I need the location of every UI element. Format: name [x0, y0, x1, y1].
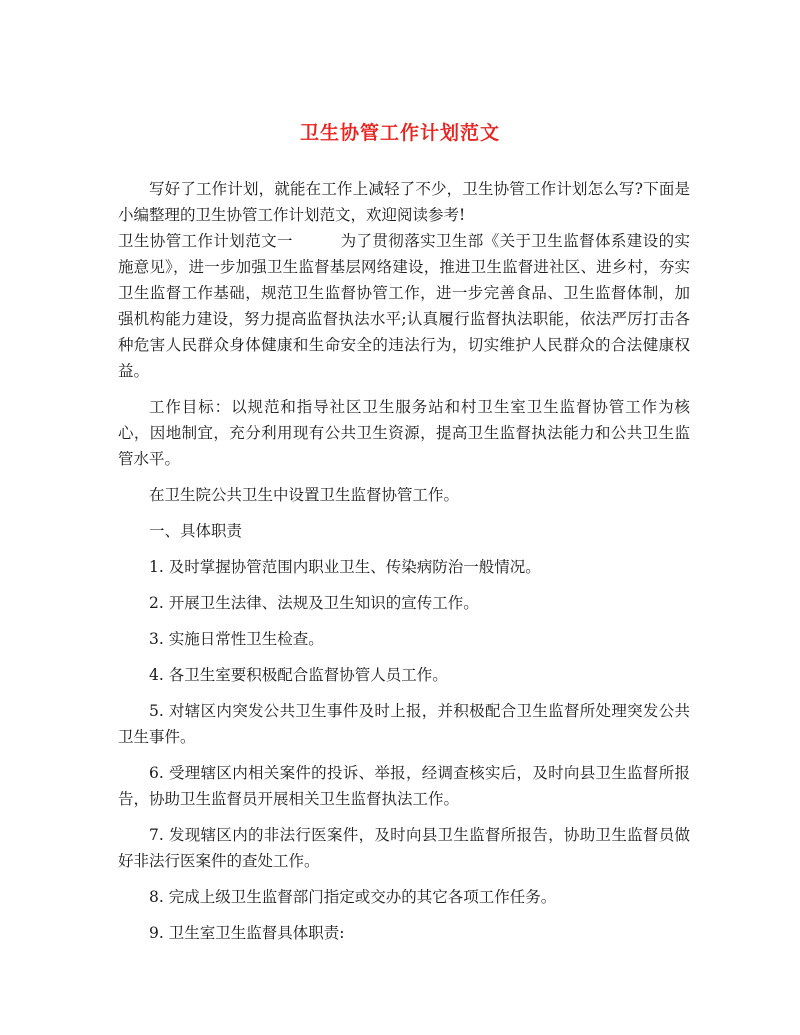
document-title: 卫生协管工作计划范文 [299, 122, 500, 144]
list-item: 7. 发现辖区内的非法行医案件，及时向县卫生监督所报告，协助卫生监督员做好非法行医案件的查处工作。 [118, 826, 690, 870]
list-item: 2. 开展卫生法律、法规及卫生知识的宣传工作。 [149, 594, 479, 612]
list-item: 6. 受理辖区内相关案件的投诉、举报，经调查核实后，及时向县卫生监督所报告，协助卫生监督员开展相关卫生监督执法工作。 [118, 764, 690, 808]
intro-paragraph: 写好了工作计划，就能在工作上减轻了不少，卫生协管工作计划怎么写?下面是小编整理的卫生协管工作计划范文，欢迎阅读参考! [118, 180, 690, 224]
list-item: 8. 完成上级卫生监督部门指定或交办的其它各项工作任务。 [149, 888, 557, 906]
list-item: 1. 及时掌握协管范围内职业卫生、传染病防治一般情况。 [149, 558, 541, 576]
plan-intro-paragraph: 卫生协管工作计划范文一 为了贯彻落实卫生部《关于卫生监督体系建设的实施意见》，进一步加强卫生监督基层网络建设，推进卫生监督进社区、进乡村，夯实卫生监督工作基础，规范卫生监督协管工作，进一步完善食品、卫生监督体制，加强机构能力建设，努力提高监督执法水平;认真履行监督执法职能，依法严厉打击各种危害人民群众身体健康和生命安全的违法行为，切实维护人民群众的合法健康权益。 [118, 232, 690, 380]
list-item: 3. 实施日常性卫生检查。 [149, 630, 324, 648]
section-heading: 一、具体职责 [149, 522, 243, 540]
document-body [118, 176, 690, 946]
list-item: 4. 各卫生室要积极配合监督协管人员工作。 [149, 666, 448, 684]
list-item: 9. 卫生室卫生监督具体职责: [149, 924, 345, 942]
list-item: 5. 对辖区内突发公共卫生事件及时上报，并积极配合卫生监督所处理突发公共卫生事件。 [118, 702, 690, 746]
work-goal-paragraph: 工作目标：以规范和指导社区卫生服务站和村卫生室卫生监督协管工作为核心，因地制宜，充分利用现有公共卫生资源，提高卫生监督执法能力和公共卫生监管水平。 [118, 398, 690, 468]
setup-paragraph: 在卫生院公共卫生中设置卫生监督协管工作。 [149, 486, 460, 504]
